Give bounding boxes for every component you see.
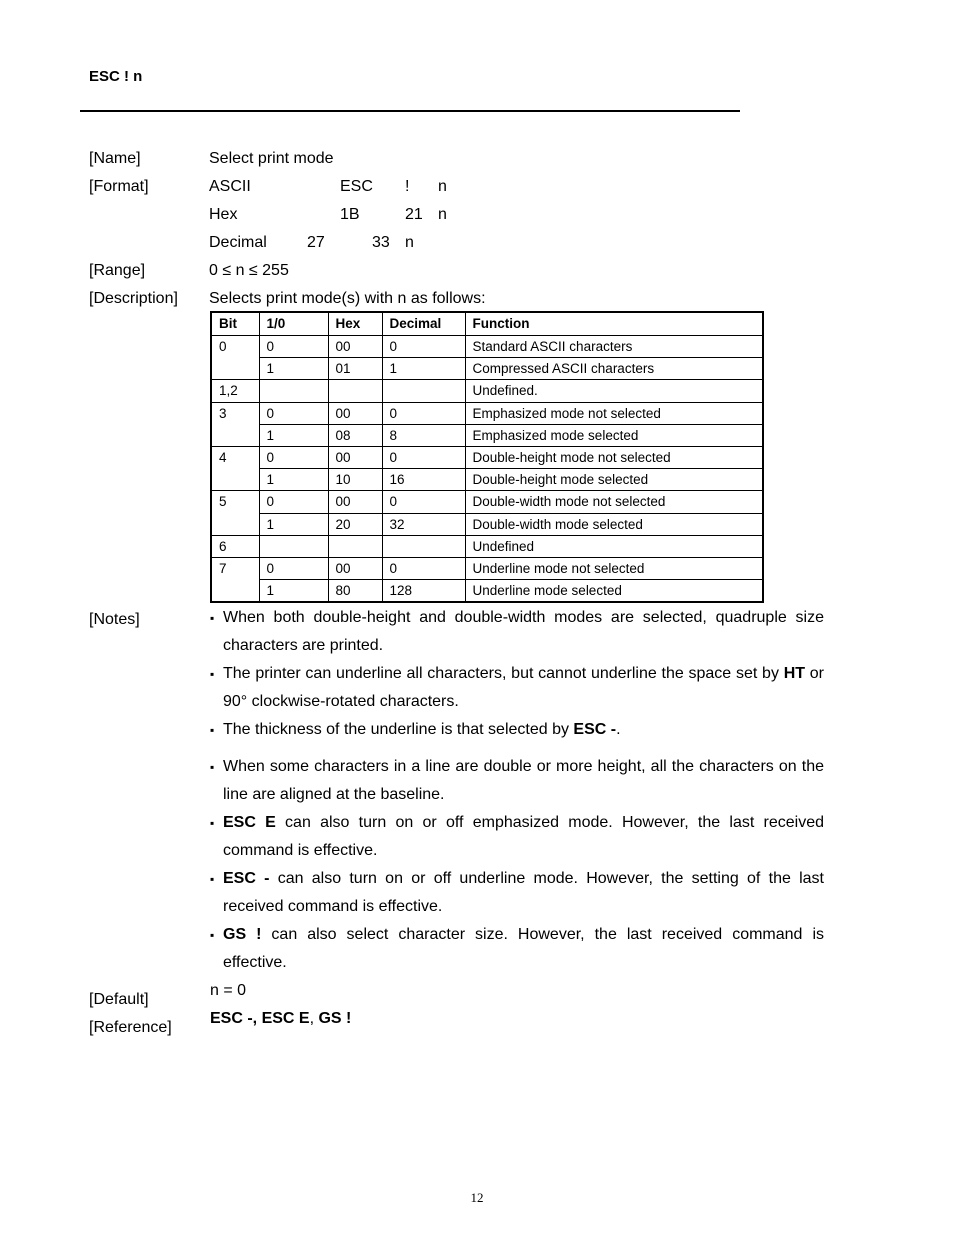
table-cell-decimal: [382, 535, 465, 557]
table-cell-value: [259, 535, 328, 557]
table-cell-hex: 01: [328, 358, 382, 380]
note-item: [210, 660, 824, 716]
format-label: [Format]: [89, 178, 149, 195]
table-cell-bit: 5: [211, 491, 259, 535]
bullet-icon: ▪: [210, 723, 215, 737]
note-text: can also select character size. However, the last received command is effective.: [223, 926, 824, 971]
reference-separator: ,: [252, 1010, 262, 1027]
range-label: [Range]: [89, 262, 146, 279]
column-header-function: Function: [465, 312, 763, 336]
command-ref: GS !: [223, 926, 262, 943]
format-hex-c1: 1B: [340, 206, 360, 223]
note-text: .: [616, 721, 621, 738]
reference-label: [Reference]: [89, 1019, 172, 1036]
note-text: can also turn on or off emphasized mode. However, the last received command is effective.: [223, 814, 825, 859]
table-cell-bit: 7: [211, 557, 259, 602]
table-cell-value: 1: [259, 580, 328, 603]
reference-value: [210, 1005, 824, 1033]
table-row: [211, 402, 763, 424]
note-item: [210, 865, 824, 921]
format-hex-type: Hex: [209, 206, 238, 223]
bullet-icon: ▪: [210, 611, 215, 625]
table-cell-function: Standard ASCII characters: [465, 336, 763, 358]
description-intro: Selects print mode(s) with n as follows:: [209, 290, 486, 307]
table-cell-hex: 00: [328, 557, 382, 579]
reference-separator: ,: [309, 1010, 319, 1027]
table-cell-decimal: 0: [382, 557, 465, 579]
note-item: [210, 604, 824, 660]
table-cell-hex: 80: [328, 580, 382, 603]
table-cell-hex: 00: [328, 491, 382, 513]
table-row: [211, 446, 763, 468]
table-row: [211, 424, 763, 446]
format-decimal-type: Decimal: [209, 234, 267, 251]
note-item: [210, 921, 824, 977]
table-cell-value: 0: [259, 491, 328, 513]
bullet-icon: ▪: [210, 928, 215, 942]
table-cell-value: 0: [259, 557, 328, 579]
table-cell-function: Double-height mode not selected: [465, 446, 763, 468]
table-cell-bit: 3: [211, 402, 259, 446]
table-cell-decimal: 128: [382, 580, 465, 603]
reference-cmd: ESC E: [261, 1010, 310, 1027]
format-ascii-c3: n: [438, 178, 447, 195]
format-ascii-type: ASCII: [209, 178, 251, 195]
table-cell-function: Emphasized mode not selected: [465, 402, 763, 424]
name-value: Select print mode: [209, 150, 334, 167]
header-rule: [80, 110, 740, 112]
bullet-icon: ▪: [210, 667, 215, 681]
table-cell-decimal: 0: [382, 491, 465, 513]
table-cell-hex: [328, 380, 382, 402]
table-cell-decimal: 32: [382, 513, 465, 535]
format-decimal-c1: 27: [307, 234, 325, 251]
command-ref: ESC E: [223, 814, 276, 831]
note-text: The printer can underline all characters, but cannot underline the space set by: [223, 665, 784, 682]
table-cell-value: 1: [259, 469, 328, 491]
note-text: When both double-height and double-width modes are selected, quadruple size characters are printed.: [223, 609, 824, 654]
format-hex-c2: 21: [405, 206, 423, 223]
reference-cmd: GS !: [318, 1010, 352, 1027]
table-cell-value: 1: [259, 424, 328, 446]
range-value: 0 ≤ n ≤ 255: [209, 262, 289, 279]
description-label: [Description]: [89, 290, 178, 307]
table-cell-hex: [328, 535, 382, 557]
table-row: [211, 535, 763, 557]
table-row: [211, 557, 763, 579]
table-row: [211, 580, 763, 603]
table-cell-bit: 0: [211, 336, 259, 380]
command-ref: ESC -: [573, 721, 617, 738]
note-text: When some characters in a line are double or more height, all the characters on the line are aligned at the baseline.: [223, 758, 824, 803]
note-text: or 90° clockwise-rotated characters.: [223, 665, 825, 710]
command-ref: ESC -: [223, 870, 270, 887]
format-decimal-c2: 33: [372, 234, 390, 251]
table-cell-hex: 00: [328, 446, 382, 468]
column-header-hex: Hex: [328, 312, 382, 336]
table-cell-function: Underline mode not selected: [465, 557, 763, 579]
table-cell-function: Double-width mode not selected: [465, 491, 763, 513]
table-cell-decimal: 0: [382, 336, 465, 358]
table-cell-decimal: 0: [382, 402, 465, 424]
table-cell-value: 0: [259, 336, 328, 358]
page-title: ESC ! n: [89, 68, 143, 85]
table-cell-value: 1: [259, 513, 328, 535]
table-row: [211, 358, 763, 380]
table-cell-function: Undefined.: [465, 380, 763, 402]
table-row: [211, 469, 763, 491]
table-cell-decimal: 1: [382, 358, 465, 380]
table-row: [211, 380, 763, 402]
name-label: [Name]: [89, 150, 141, 167]
default-label: [Default]: [89, 991, 149, 1008]
table-cell-value: 1: [259, 358, 328, 380]
table-header-row: [211, 312, 763, 336]
column-header-decimal: Decimal: [382, 312, 465, 336]
format-ascii-c1: ESC: [340, 178, 373, 195]
table-row: [211, 491, 763, 513]
table-cell-bit: 6: [211, 535, 259, 557]
table-cell-bit: 1,2: [211, 380, 259, 402]
note-text: can also turn on or off underline mode. However, the setting of the last received command is effective.: [223, 870, 825, 915]
note-item: [210, 809, 824, 865]
table-cell-value: 0: [259, 402, 328, 424]
table-cell-bit: 4: [211, 446, 259, 490]
table-cell-hex: 10: [328, 469, 382, 491]
default-value: n = 0: [210, 982, 247, 999]
column-header-1-0: 1/0: [259, 312, 328, 336]
table-cell-decimal: [382, 380, 465, 402]
note-item: [210, 716, 824, 744]
table-cell-decimal: 8: [382, 424, 465, 446]
table-cell-function: Undefined: [465, 535, 763, 557]
table-cell-value: 0: [259, 446, 328, 468]
table-cell-decimal: 16: [382, 469, 465, 491]
format-ascii-c2: !: [405, 178, 410, 195]
print-mode-table: [210, 311, 764, 603]
note-item: [210, 753, 824, 809]
note-text: The thickness of the underline is that selected by: [223, 721, 574, 738]
notes-list: [210, 604, 824, 1033]
format-decimal-c3: n: [405, 234, 414, 251]
notes-label: [Notes]: [89, 611, 140, 628]
table-cell-decimal: 0: [382, 446, 465, 468]
table-cell-hex: 00: [328, 402, 382, 424]
bullet-icon: ▪: [210, 760, 215, 774]
table-cell-function: Double-width mode selected: [465, 513, 763, 535]
command-ref: HT: [783, 665, 806, 682]
table-cell-hex: 00: [328, 336, 382, 358]
table-cell-hex: 20: [328, 513, 382, 535]
bullet-icon: ▪: [210, 872, 215, 886]
table-row: [211, 513, 763, 535]
table-cell-hex: 08: [328, 424, 382, 446]
column-header-bit: Bit: [211, 312, 259, 336]
table-cell-function: Underline mode selected: [465, 580, 763, 603]
bullet-icon: ▪: [210, 816, 215, 830]
table-cell-function: Emphasized mode selected: [465, 424, 763, 446]
table-cell-value: [259, 380, 328, 402]
reference-cmd: ESC -: [210, 1010, 253, 1027]
page-number: 12: [470, 1190, 484, 1205]
table-cell-function: Compressed ASCII characters: [465, 358, 763, 380]
format-hex-c3: n: [438, 206, 447, 223]
table-row: [211, 336, 763, 358]
table-cell-function: Double-height mode selected: [465, 469, 763, 491]
